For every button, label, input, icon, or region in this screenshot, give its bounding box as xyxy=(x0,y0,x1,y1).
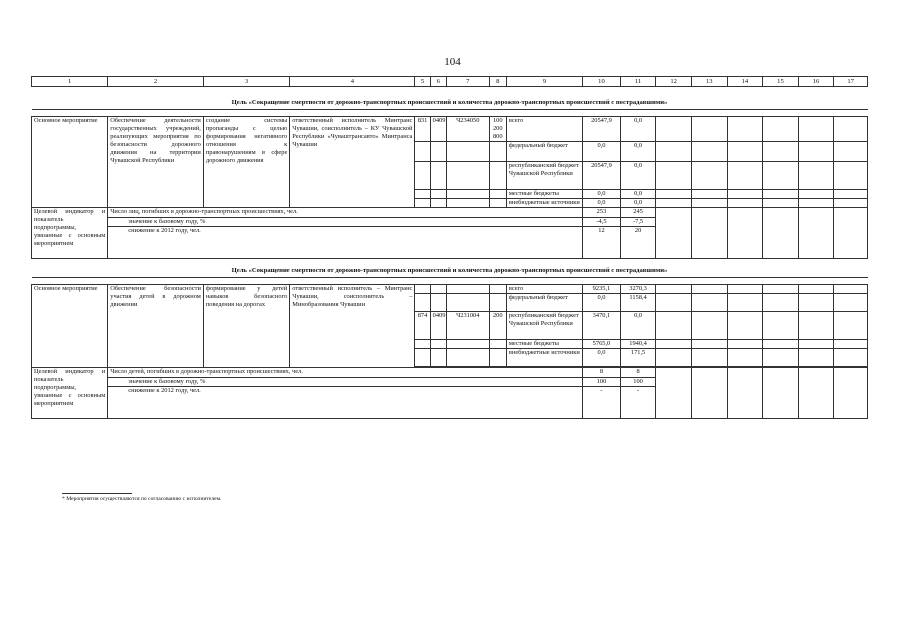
indicator-text: Число детей, погибших в дорожно-транспортных происшествиях, чел. xyxy=(108,368,583,378)
budget-code: 0409 xyxy=(430,312,446,340)
indicator-text: значение к базовому году, % xyxy=(108,217,583,227)
indicator-value: - xyxy=(620,387,656,419)
indicator-value: -4,5 xyxy=(583,217,621,227)
funding-source: местные бюджеты xyxy=(506,190,582,199)
funding-value: 3470,1 xyxy=(583,312,621,340)
indicator-value: 253 xyxy=(583,208,621,218)
funding-value: 0,0 xyxy=(583,349,621,367)
funding-value: 9235,1 xyxy=(583,285,621,294)
budget-code: Ч234050 xyxy=(446,117,489,142)
col-num: 10 xyxy=(583,77,621,87)
event-executor: ответственный исполнитель – Минтранс Чувашии, соисполнитель – Минобразования Чувашии xyxy=(290,285,415,368)
budget-code: Ч231004 xyxy=(446,312,489,340)
budget-code: 874 xyxy=(415,312,430,340)
funding-source: всего xyxy=(506,117,582,142)
col-num: 6 xyxy=(430,77,446,87)
event-name: Обеспечение безопасности участия детей в дорожном движении xyxy=(108,285,204,368)
col-num: 14 xyxy=(727,77,763,87)
col-num: 16 xyxy=(798,77,834,87)
indicator-value: 100 xyxy=(583,377,621,387)
col-num: 3 xyxy=(203,77,289,87)
event-name: Обеспечение деятельности государственных учреждений, реализующих мероприятия по безопасности дорожного движения на территории Чувашской Республики xyxy=(108,117,204,208)
budget-code: 200 xyxy=(489,312,506,340)
event-type: Основное мероприятие xyxy=(32,285,108,368)
event-executor: ответственный исполнитель Минтранс Чувашии, соисполнитель – КУ Чувашской Республики «Чуваштрансавто» Минтранса Чувашии xyxy=(290,117,415,208)
col-num: 17 xyxy=(834,77,868,87)
footnote: * Мероприятия осуществляются по согласованию с исполнителем. xyxy=(62,496,222,502)
funding-source: местные бюджеты xyxy=(506,340,582,349)
col-num: 7 xyxy=(446,77,489,87)
indicator-value: -7,5 xyxy=(620,217,656,227)
funding-value: 20547,9 xyxy=(583,117,621,142)
funding-value: 3270,3 xyxy=(620,285,656,294)
goal-title: Цель «Сокращение смертности от дорожно-транспортных происшествий и количества дорожно-транспортных происшествий с пострадавшими» xyxy=(32,97,868,110)
funding-value: 5765,0 xyxy=(583,340,621,349)
budget-code: 0409 xyxy=(430,117,446,142)
indicator-value: 8 xyxy=(620,368,656,378)
table-row xyxy=(32,285,868,294)
indicator-text: значение к базовому году, % xyxy=(108,377,583,387)
col-num: 12 xyxy=(656,77,692,87)
funding-value: 0,0 xyxy=(620,199,656,208)
funding-source: всего xyxy=(506,285,582,294)
col-num: 13 xyxy=(691,77,727,87)
column-number-row xyxy=(32,77,868,87)
funding-value: 0,0 xyxy=(620,190,656,199)
goal-title: Цель «Сокращение смертности от дорожно-транспортных происшествий и количества дорожно-транспортных происшествий с пострадавшими» xyxy=(32,265,868,278)
indicator-value: 8 xyxy=(583,368,621,378)
funding-value: 0,0 xyxy=(583,199,621,208)
indicator-value: 20 xyxy=(620,227,656,259)
col-num: 15 xyxy=(763,77,799,87)
col-num: 8 xyxy=(489,77,506,87)
funding-source: внебюджетные источники xyxy=(506,199,582,208)
budget-code: 100 200 800 xyxy=(489,117,506,142)
indicator-value: - xyxy=(583,387,621,419)
funding-value: 20547,9 xyxy=(583,162,621,190)
col-num: 11 xyxy=(620,77,656,87)
event-task: формирование у детей навыков безопасного поведения на дорогах xyxy=(203,285,289,368)
event-task: создание системы пропаганды с целью формирования негативного отношения к правонарушениям в сфере дорожного движения xyxy=(203,117,289,208)
col-num: 4 xyxy=(290,77,415,87)
col-num: 9 xyxy=(506,77,582,87)
indicator-label: Целевой индикатор и показатель подпрограммы, увязанные с основным мероприятием xyxy=(32,208,108,259)
indicator-row xyxy=(32,208,868,218)
program-table xyxy=(31,76,868,419)
indicator-text: Число лиц, погибших в дорожно-транспортных происшествиях, чел. xyxy=(108,208,583,218)
indicator-value: 100 xyxy=(620,377,656,387)
indicator-text: снижение к 2012 году, чел. xyxy=(108,387,583,419)
funding-value: 0,0 xyxy=(620,117,656,142)
budget-code: 831 xyxy=(415,117,430,142)
funding-value: 0,0 xyxy=(620,142,656,162)
funding-source: федеральный бюджет xyxy=(506,142,582,162)
funding-source: республиканский бюджет Чувашской Республики xyxy=(506,162,582,190)
funding-source: федеральный бюджет xyxy=(506,294,582,312)
funding-source: республиканский бюджет Чувашской Республики xyxy=(506,312,582,340)
col-num: 1 xyxy=(32,77,108,87)
funding-value: 0,0 xyxy=(583,294,621,312)
funding-value: 0,0 xyxy=(583,142,621,162)
funding-value: 0,0 xyxy=(620,162,656,190)
event-type: Основное мероприятие xyxy=(32,117,108,208)
indicator-label: Целевой индикатор и показатель подпрограммы, увязанные с основным мероприятием xyxy=(32,368,108,419)
funding-value: 1940,4 xyxy=(620,340,656,349)
col-num: 5 xyxy=(415,77,430,87)
funding-value: 1158,4 xyxy=(620,294,656,312)
footnote-divider xyxy=(62,493,132,494)
funding-value: 171,5 xyxy=(620,349,656,367)
funding-source: внебюджетные источники xyxy=(506,349,582,367)
col-num: 2 xyxy=(108,77,204,87)
indicator-row xyxy=(32,368,868,378)
indicator-value: 245 xyxy=(620,208,656,218)
funding-value: 0,0 xyxy=(583,190,621,199)
indicator-value: 12 xyxy=(583,227,621,259)
page-number: 104 xyxy=(444,56,461,68)
indicator-text: снижение к 2012 году, чел. xyxy=(108,227,583,259)
funding-value: 0,0 xyxy=(620,312,656,340)
